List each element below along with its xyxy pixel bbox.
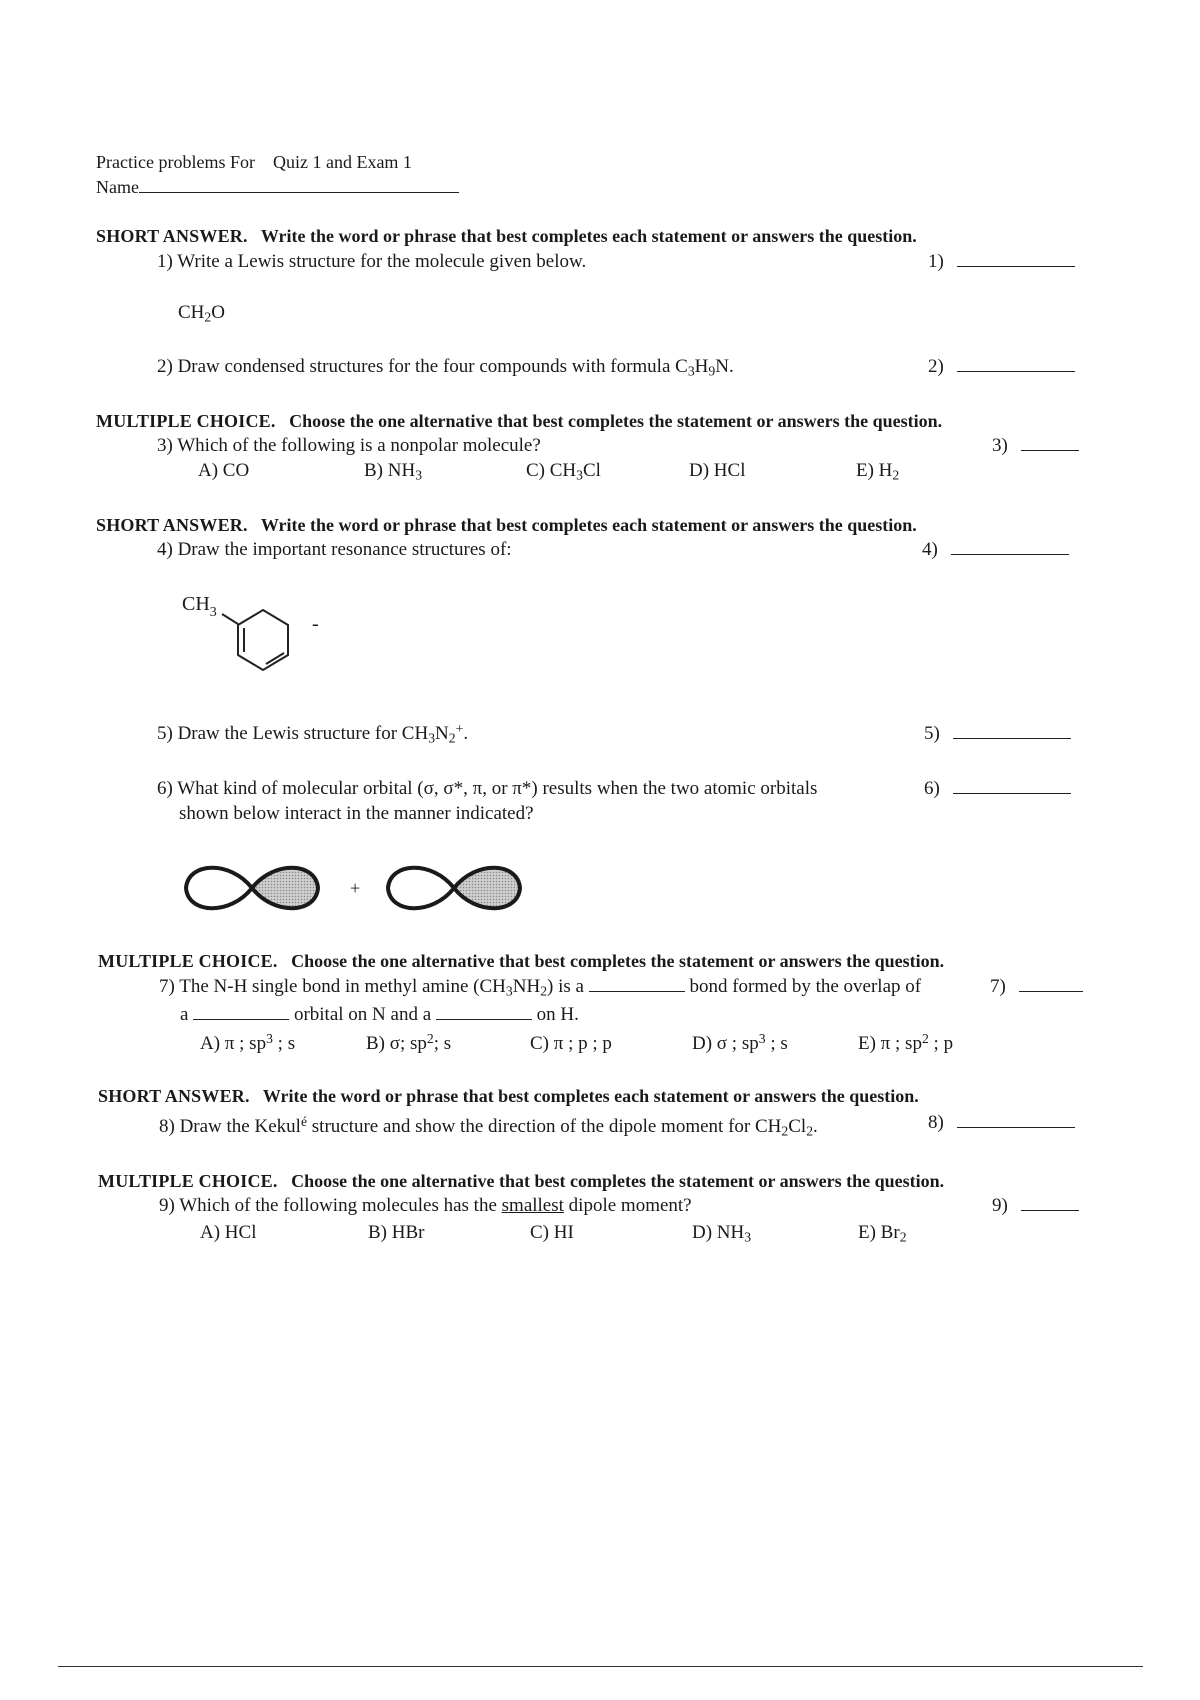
option-e[interactable] bbox=[858, 1030, 954, 1055]
section-kind: SHORT ANSWER. bbox=[96, 226, 248, 246]
answer-slot-9[interactable] bbox=[992, 1195, 1079, 1217]
option-label: C) HI bbox=[530, 1222, 574, 1243]
question-text: Which of the following is a nonpolar molecule? bbox=[177, 435, 541, 456]
resonance-structure-diagram bbox=[170, 580, 340, 700]
question-text: Write a Lewis structure for the molecule given below. bbox=[177, 251, 587, 272]
formula-part: O bbox=[211, 302, 225, 323]
formula-subscript: 3 bbox=[744, 1229, 752, 1245]
answer-blank[interactable] bbox=[1019, 977, 1083, 992]
formula-superscript: + bbox=[455, 720, 464, 736]
section-instructions-3 bbox=[96, 514, 917, 536]
formula-subscript: 2 bbox=[448, 730, 456, 746]
question-6-line2 bbox=[179, 803, 534, 825]
answer-slot-1[interactable] bbox=[928, 251, 1075, 273]
answer-slot-6[interactable] bbox=[924, 778, 1071, 800]
question-number: 4) bbox=[157, 539, 173, 560]
option-label: ; s bbox=[765, 1033, 788, 1054]
question-text: a bbox=[180, 1004, 189, 1025]
question-text: What kind of molecular orbital (σ, σ*, π, or π*) results when the two atomic orbitals bbox=[177, 778, 818, 799]
answer-blank[interactable] bbox=[957, 1113, 1075, 1128]
option-c[interactable] bbox=[526, 460, 601, 482]
formula-part: N bbox=[435, 723, 449, 744]
option-a[interactable] bbox=[198, 460, 249, 482]
header-title-left: Practice problems For bbox=[96, 152, 255, 172]
question-text: Draw the Kekul bbox=[179, 1116, 301, 1137]
plus-sign: + bbox=[350, 878, 361, 898]
answer-number: 1) bbox=[928, 251, 944, 272]
question-text: on H. bbox=[536, 1004, 579, 1025]
question-text: The N-H single bond in methyl amine (CH bbox=[179, 976, 506, 997]
question-text: orbital on N and a bbox=[293, 1004, 432, 1025]
question-5 bbox=[157, 720, 469, 746]
header-title-right: Quiz 1 and Exam 1 bbox=[272, 152, 412, 172]
formula-part: . bbox=[463, 723, 469, 744]
formula-ch2o bbox=[178, 302, 225, 324]
question-text: Draw the Lewis structure for CH bbox=[177, 723, 429, 744]
formula-subscript: 3 bbox=[576, 467, 583, 483]
formula-part: CH bbox=[178, 302, 205, 323]
option-b[interactable] bbox=[368, 1222, 424, 1244]
methyl-bond bbox=[222, 614, 238, 624]
option-label: D) σ ; sp bbox=[692, 1033, 759, 1054]
question-text: Draw condensed structures for the four compounds with formula C bbox=[177, 356, 688, 377]
section-kind: SHORT ANSWER. bbox=[96, 515, 248, 535]
fill-blank[interactable] bbox=[436, 1005, 532, 1020]
option-label: ; p bbox=[928, 1033, 954, 1054]
option-label: A) HCl bbox=[200, 1222, 257, 1243]
section-instructions-1 bbox=[96, 225, 917, 247]
name-blank[interactable] bbox=[139, 178, 459, 193]
question-3 bbox=[157, 435, 541, 457]
question-number: 5) bbox=[157, 723, 173, 744]
option-label: C) CH bbox=[526, 460, 577, 481]
section-instructions-2 bbox=[96, 410, 942, 432]
answer-blank[interactable] bbox=[953, 724, 1071, 739]
option-b[interactable] bbox=[364, 460, 422, 482]
option-label: C) π ; p ; p bbox=[530, 1033, 612, 1054]
p-orbital-left bbox=[186, 868, 318, 909]
question-6 bbox=[157, 778, 817, 800]
name-field[interactable] bbox=[96, 176, 459, 198]
question-2 bbox=[157, 356, 734, 378]
option-label: E) Br bbox=[858, 1222, 900, 1243]
answer-slot-4[interactable] bbox=[922, 539, 1069, 561]
header-title bbox=[96, 151, 412, 173]
option-label: Cl bbox=[583, 460, 601, 481]
answer-slot-5[interactable] bbox=[924, 723, 1071, 745]
option-label: E) H bbox=[856, 460, 893, 481]
formula-part: Cl bbox=[788, 1116, 807, 1137]
option-label: D) HCl bbox=[689, 460, 746, 481]
answer-blank[interactable] bbox=[951, 540, 1069, 555]
question-text: Which of the following molecules has the bbox=[179, 1195, 502, 1216]
option-b[interactable] bbox=[366, 1030, 452, 1055]
option-d[interactable] bbox=[689, 460, 745, 482]
section-instruction: Write the word or phrase that best completes each statement or answers the question. bbox=[262, 1086, 919, 1106]
formula-part: H bbox=[694, 356, 709, 377]
ch3-label: $CH_3$ bbox=[182, 593, 217, 620]
formula-subscript: 3 bbox=[428, 730, 436, 746]
formula-superscript: 2 bbox=[921, 1030, 929, 1046]
answer-blank[interactable] bbox=[957, 252, 1075, 267]
section-kind: MULTIPLE CHOICE. bbox=[96, 411, 276, 431]
section-kind: MULTIPLE CHOICE. bbox=[98, 1171, 278, 1191]
option-label: B) σ; sp bbox=[366, 1033, 427, 1054]
question-text: structure and show the direction of the dipole moment for CH bbox=[307, 1116, 782, 1137]
option-d[interactable] bbox=[692, 1222, 751, 1244]
formula-subscript: 3 bbox=[687, 363, 695, 379]
section-kind: SHORT ANSWER. bbox=[98, 1086, 250, 1106]
section-instructions-4 bbox=[98, 950, 944, 972]
option-c[interactable] bbox=[530, 1222, 574, 1244]
question-number: 2) bbox=[157, 356, 173, 377]
question-4 bbox=[157, 539, 512, 561]
section-instruction: Choose the one alternative that best completes the statement or answers the question. bbox=[289, 411, 943, 431]
option-e[interactable] bbox=[858, 1222, 907, 1244]
question-text: bond formed by the overlap of bbox=[689, 976, 922, 997]
question-7-line2 bbox=[180, 1004, 579, 1026]
option-a[interactable] bbox=[200, 1222, 256, 1244]
question-text: Draw the important resonance structures of: bbox=[177, 539, 512, 560]
section-instruction: Write the word or phrase that best completes each statement or answers the question. bbox=[260, 226, 917, 246]
question-text: dipole moment? bbox=[563, 1195, 692, 1216]
section-instruction: Write the word or phrase that best completes each statement or answers the question. bbox=[260, 515, 917, 535]
name-label: Name bbox=[96, 177, 139, 197]
formula-part: N. bbox=[715, 356, 734, 377]
section-instructions-5 bbox=[98, 1085, 919, 1107]
option-a[interactable] bbox=[200, 1030, 296, 1055]
question-8 bbox=[159, 1113, 818, 1139]
formula-subscript: 2 bbox=[892, 467, 900, 483]
formula-subscript: 2 bbox=[540, 983, 548, 999]
option-e[interactable] bbox=[856, 460, 899, 482]
formula-subscript: 3 bbox=[415, 467, 423, 483]
answer-number: 5) bbox=[924, 723, 940, 744]
negative-charge: - bbox=[312, 613, 319, 635]
option-label: A) CO bbox=[198, 460, 250, 481]
formula-part: . bbox=[813, 1116, 818, 1137]
answer-slot-7[interactable] bbox=[990, 976, 1083, 998]
question-number: 7) bbox=[159, 976, 175, 997]
emphasis-underlined: smallest bbox=[501, 1195, 564, 1216]
section-instruction: Choose the one alternative that best completes the statement or answers the question. bbox=[291, 1171, 945, 1191]
option-label: ; s bbox=[272, 1033, 296, 1054]
question-9 bbox=[159, 1195, 692, 1217]
page-bottom-rule bbox=[58, 1666, 1143, 1667]
option-label: D) NH bbox=[692, 1222, 745, 1243]
question-number: 8) bbox=[159, 1116, 175, 1137]
answer-blank[interactable] bbox=[1021, 436, 1079, 451]
answer-number: 4) bbox=[922, 539, 938, 560]
formula-superscript: 3 bbox=[266, 1030, 273, 1046]
answer-number: 3) bbox=[992, 435, 1008, 456]
question-7 bbox=[159, 976, 921, 998]
section-instruction: Choose the one alternative that best completes the statement or answers the question. bbox=[291, 951, 945, 971]
section-instructions-6 bbox=[98, 1170, 944, 1192]
question-text: shown below interact in the manner indicated? bbox=[179, 803, 534, 824]
formula-superscript: 3 bbox=[758, 1030, 766, 1046]
fill-blank[interactable] bbox=[589, 977, 685, 992]
formula-subscript: 3 bbox=[505, 983, 513, 999]
formula-superscript: 2 bbox=[426, 1030, 434, 1046]
formula-part: NH bbox=[512, 976, 541, 997]
question-number: 6) bbox=[157, 778, 173, 799]
formula-subscript: 9 bbox=[708, 363, 716, 379]
option-label: A) π ; sp bbox=[200, 1033, 267, 1054]
orbital-diagram bbox=[180, 856, 540, 920]
answer-slot-2[interactable] bbox=[928, 356, 1075, 378]
answer-number: 7) bbox=[990, 976, 1006, 997]
answer-slot-8[interactable] bbox=[928, 1112, 1075, 1134]
option-c[interactable] bbox=[530, 1033, 612, 1055]
accent-mark: é bbox=[300, 1113, 308, 1129]
answer-slot-3[interactable] bbox=[992, 435, 1079, 457]
question-number: 1) bbox=[157, 251, 173, 272]
fill-blank[interactable] bbox=[193, 1005, 289, 1020]
option-label: E) π ; sp bbox=[858, 1033, 922, 1054]
option-d[interactable] bbox=[692, 1030, 788, 1055]
option-label: ; s bbox=[433, 1033, 452, 1054]
option-label: B) NH bbox=[364, 460, 416, 481]
p-orbital-right bbox=[388, 868, 520, 909]
answer-blank[interactable] bbox=[953, 779, 1071, 794]
question-number: 9) bbox=[159, 1195, 175, 1216]
formula-subscript: 2 bbox=[806, 1123, 814, 1139]
answer-blank[interactable] bbox=[957, 357, 1075, 372]
answer-number: 8) bbox=[928, 1112, 944, 1133]
formula-subscript: 2 bbox=[781, 1123, 789, 1139]
formula-subscript: 2 bbox=[204, 309, 212, 325]
ring bbox=[238, 610, 288, 670]
formula-subscript: 2 bbox=[899, 1229, 907, 1245]
question-1 bbox=[157, 251, 586, 273]
section-kind: MULTIPLE CHOICE. bbox=[98, 951, 278, 971]
question-number: 3) bbox=[157, 435, 173, 456]
answer-number: 9) bbox=[992, 1195, 1008, 1216]
answer-number: 2) bbox=[928, 356, 944, 377]
question-text: ) is a bbox=[547, 976, 584, 997]
option-label: B) HBr bbox=[368, 1222, 425, 1243]
answer-blank[interactable] bbox=[1021, 1196, 1079, 1211]
answer-number: 6) bbox=[924, 778, 940, 799]
